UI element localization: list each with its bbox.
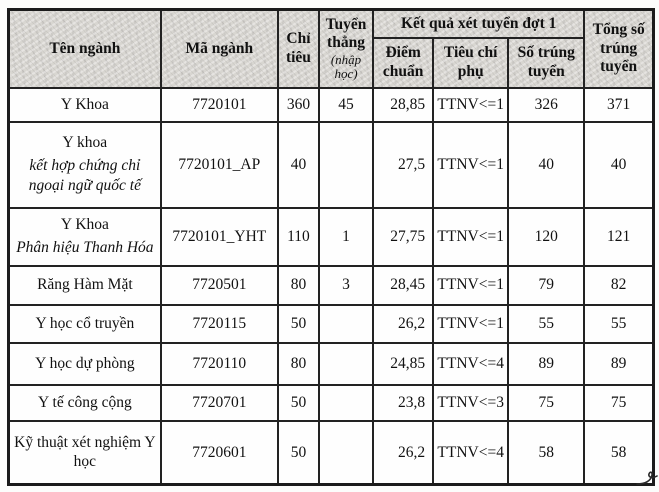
cell-admitted: 75 [508, 385, 584, 421]
table-header [9, 10, 654, 88]
cell-direct: 1 [319, 208, 373, 266]
cell-direct: 3 [319, 266, 373, 305]
cell-quota: 80 [278, 266, 319, 305]
cell-name [9, 208, 161, 266]
cell-criteria: TTNV<=3 [433, 385, 508, 421]
cell-admitted: 55 [508, 305, 584, 343]
table-row-y-khoa [9, 88, 654, 122]
cell-quota: 360 [278, 88, 319, 122]
cell-code: 7720101_AP [161, 122, 278, 208]
cell-code: 7720115 [161, 305, 278, 343]
table-row-y-khoa-thanh-hoa [9, 208, 654, 266]
table-row-rang-ham-mat [9, 266, 654, 305]
nhap-hoc-note: (nhập học) [330, 51, 362, 82]
major-name: Y học cổ truyền [35, 314, 135, 332]
admissions-results-table [7, 8, 655, 486]
col-header-tuyen-thang [319, 10, 373, 88]
cell-direct [319, 122, 373, 208]
col-group-ket-qua-dot-1: Kết quả xét tuyển đợt 1 [373, 10, 584, 38]
major-name: Y tế công cộng [38, 393, 132, 411]
cell-code: 7720101 [161, 88, 278, 122]
major-name: Y Khoa [60, 95, 109, 113]
cell-score: 23,8 [373, 385, 433, 421]
major-note: kết hợp chứng chỉ ngoại ngữ quốc tế [28, 156, 141, 194]
cell-direct: 45 [319, 88, 373, 122]
cell-criteria: TTNV<=1 [433, 208, 508, 266]
pen-squiggle-icon [636, 467, 658, 487]
cell-score: 28,85 [373, 88, 433, 122]
major-name: Y học dự phòng [35, 354, 135, 372]
cell-score: 26,2 [373, 421, 433, 485]
cell-quota: 80 [278, 343, 319, 385]
cell-score: 27,75 [373, 208, 433, 266]
col-header-diem-chuan: Điểm chuẩn [373, 38, 433, 88]
cell-criteria: TTNV<=1 [433, 305, 508, 343]
cell-total: 58 [584, 421, 653, 485]
cell-criteria: TTNV<=1 [433, 88, 508, 122]
major-name: Răng Hàm Mặt [37, 276, 133, 294]
cell-name [9, 343, 161, 385]
cell-admitted: 326 [508, 88, 584, 122]
cell-total: 40 [584, 122, 653, 208]
cell-name [9, 122, 161, 208]
cell-code: 7720601 [161, 421, 278, 485]
cell-score: 28,45 [373, 266, 433, 305]
major-name: Y Khoa [60, 216, 109, 234]
cell-criteria: TTNV<=4 [433, 421, 508, 485]
cell-score: 26,2 [373, 305, 433, 343]
cell-quota: 50 [278, 385, 319, 421]
cell-quota: 110 [278, 208, 319, 266]
table-row-y-hoc-co-truyen [9, 305, 654, 343]
cell-admitted: 120 [508, 208, 584, 266]
major-name: Y khoa [62, 134, 108, 152]
cell-direct [319, 343, 373, 385]
header-row-group [9, 10, 654, 38]
cell-criteria: TTNV<=1 [433, 122, 508, 208]
cell-code: 7720701 [161, 385, 278, 421]
cell-name [9, 421, 161, 485]
cell-total: 371 [584, 88, 653, 122]
col-header-so-trung-tuyen: Số trúng tuyển [508, 38, 584, 88]
cell-direct [319, 421, 373, 485]
cell-code: 7720501 [161, 266, 278, 305]
cell-score: 27,5 [373, 122, 433, 208]
cell-total: 89 [584, 343, 653, 385]
cell-name [9, 305, 161, 343]
cell-quota: 50 [278, 305, 319, 343]
cell-criteria: TTNV<=1 [433, 266, 508, 305]
table-row-y-hoc-du-phong [9, 343, 654, 385]
cell-admitted: 58 [508, 421, 584, 485]
cell-quota: 40 [278, 122, 319, 208]
major-name: Kỹ thuật xét nghiệm Y học [14, 433, 156, 471]
cell-admitted: 40 [508, 122, 584, 208]
cell-criteria: TTNV<=4 [433, 343, 508, 385]
cell-total: 75 [584, 385, 653, 421]
cell-total: 121 [584, 208, 653, 266]
cell-total: 55 [584, 305, 653, 343]
table-body [9, 88, 654, 485]
col-header-ma-nganh: Mã ngành [161, 10, 278, 88]
cell-score: 24,85 [373, 343, 433, 385]
cell-total: 82 [584, 266, 653, 305]
cell-admitted: 79 [508, 266, 584, 305]
cell-name [9, 88, 161, 122]
major-note: Phân hiệu Thanh Hóa [16, 238, 154, 256]
cell-direct [319, 305, 373, 343]
col-header-tieu-chi-phu: Tiêu chí phụ [433, 38, 508, 88]
cell-code: 7720110 [161, 343, 278, 385]
cell-direct [319, 385, 373, 421]
tuyen-thang-label: Tuyển thẳng [325, 16, 367, 52]
col-header-ten-nganh: Tên ngành [9, 10, 161, 88]
table-row-y-te-cong-cong [9, 385, 654, 421]
col-header-chi-tieu: Chỉ tiêu [278, 10, 319, 88]
cell-name [9, 266, 161, 305]
cell-name [9, 385, 161, 421]
cell-admitted: 89 [508, 343, 584, 385]
cell-quota: 50 [278, 421, 319, 485]
col-header-tong-so-trung-tuyen: Tổng số trúng tuyển [584, 10, 653, 88]
cell-code: 7720101_YHT [161, 208, 278, 266]
table-row-ky-thuat-xet-nghiem [9, 421, 654, 485]
table-row-y-khoa-ap [9, 122, 654, 208]
